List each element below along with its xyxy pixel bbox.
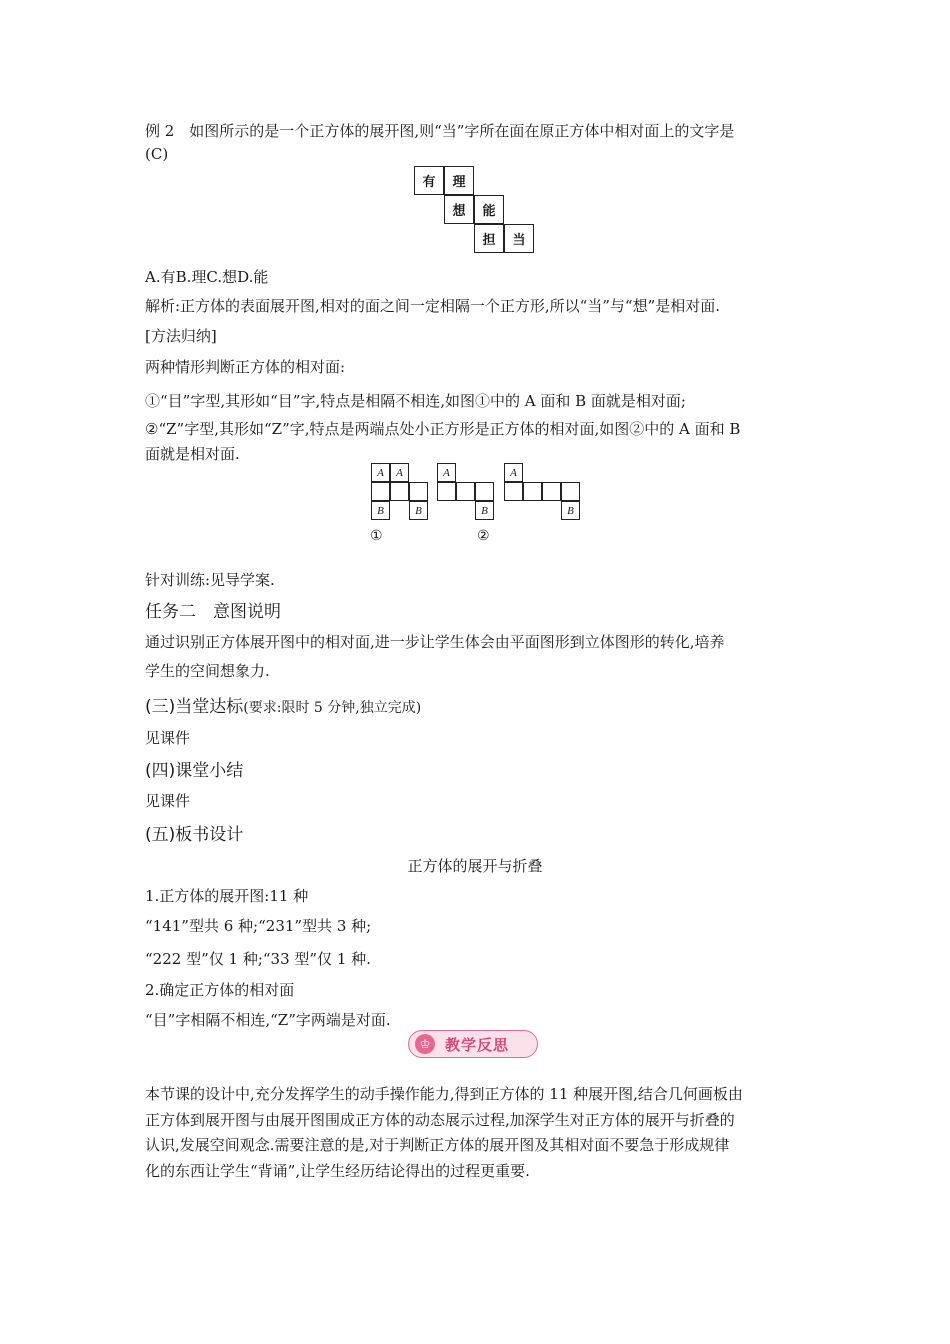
reflection-badge <box>408 1030 538 1058</box>
reflection-line-3: 认识,发展空间观念.需要注意的是,对于判断正方体的展开图及其相对面不要急于形成规律 <box>145 1136 730 1154</box>
example-answer: (C) <box>145 145 169 163</box>
method-item-2-line2: 面就是相对面. <box>145 445 240 463</box>
reflection-icon: ♔ <box>415 1034 435 1054</box>
net-cell-you: 有 <box>414 166 444 195</box>
section3-heading-line <box>145 692 421 717</box>
board-line-5: “目”字相隔不相连,“Z”字两端是对面. <box>145 1011 391 1029</box>
board-line-2: “141”型共 6 种;“231”型共 3 种; <box>145 917 372 935</box>
net-square <box>561 482 580 501</box>
section3-note: (要求:限时 5 分钟,独立完成) <box>243 700 422 716</box>
face-b-label: B <box>409 501 428 520</box>
method-item-2-line1: ②“Z”字型,其形如“Z”字,特点是两端点处小正方形是正方体的相对面,如图②中的 A 面和 B <box>145 420 741 438</box>
task2-line2: 学生的空间想象力. <box>145 662 270 680</box>
example-question-line1: 例 2 如图所示的是一个正方体的展开图,则“当”字所在面在原正方体中相对面上的文字是 <box>145 122 735 140</box>
net-square <box>456 482 475 501</box>
board-line-4: 2.确定正方体的相对面 <box>145 981 295 999</box>
task2-heading: 任务二 意图说明 <box>145 602 281 622</box>
net-cell-neng: 能 <box>474 195 504 224</box>
face-a-label: A <box>390 463 409 482</box>
net-cell-xiang: 想 <box>444 195 474 224</box>
reflection-line-1: 本节课的设计中,充分发挥学生的动手操作能力,得到正方体的 11 种展开图,结合几何画板由 <box>145 1085 743 1103</box>
board-title: 正方体的展开与折叠 <box>407 857 543 875</box>
training-note: 针对训练:见导学案. <box>145 571 275 589</box>
net-square <box>475 482 494 501</box>
method-intro: 两种情形判断正方体的相对面: <box>145 358 346 376</box>
board-line-3: “222 型”仅 1 种;“33 型”仅 1 种. <box>145 950 371 968</box>
figure-1-label: ① <box>370 528 383 544</box>
reflection-line-2: 正方体到展开图与由展开图围成正方体的动态展示过程,加深学生对正方体的展开与折叠的 <box>145 1111 735 1129</box>
net-cell-dang: 当 <box>504 224 534 253</box>
face-a-label: A <box>504 463 523 482</box>
face-b-label: B <box>561 501 580 520</box>
net-square <box>371 482 390 501</box>
reflection-badge-label: 教学反思 <box>445 1035 510 1054</box>
board-line-1: 1.正方体的展开图:11 种 <box>145 887 309 905</box>
section4-heading: (四)课堂小结 <box>145 761 244 781</box>
section3-body: 见课件 <box>145 729 191 747</box>
net-cell-li: 理 <box>444 166 474 195</box>
reflection-line-4: 化的东西让学生“背诵”,让学生经历结论得出的过程更重要. <box>145 1162 530 1180</box>
method-heading: [方法归纳] <box>145 327 217 345</box>
method-item-1: ①“目”字型,其形如“目”字,特点是相隔不相连,如图①中的 A 面和 B 面就是相对面; <box>145 392 686 410</box>
example-options: A.有B.理C.想D.能 <box>145 268 269 286</box>
face-b-label: B <box>371 501 390 520</box>
section3-heading: (三)当堂达标 <box>145 697 244 717</box>
net-square <box>504 482 523 501</box>
face-a-label: A <box>437 463 456 482</box>
face-b-label: B <box>475 501 494 520</box>
net-square <box>437 482 456 501</box>
net-square <box>542 482 561 501</box>
net-square <box>409 482 428 501</box>
net-square <box>523 482 542 501</box>
section5-heading: (五)板书设计 <box>145 825 244 845</box>
net-square <box>390 482 409 501</box>
face-a-label: A <box>371 463 390 482</box>
task2-line1: 通过识别正方体展开图中的相对面,进一步让学生体会由平面图形到立体图形的转化,培养 <box>145 633 725 651</box>
figure-2-label: ② <box>477 528 490 544</box>
example-analysis: 解析:正方体的表面展开图,相对的面之间一定相隔一个正方形,所以“当”与“想”是相对面. <box>145 297 721 315</box>
net-cell-dan: 担 <box>474 224 504 253</box>
section4-body: 见课件 <box>145 792 191 810</box>
